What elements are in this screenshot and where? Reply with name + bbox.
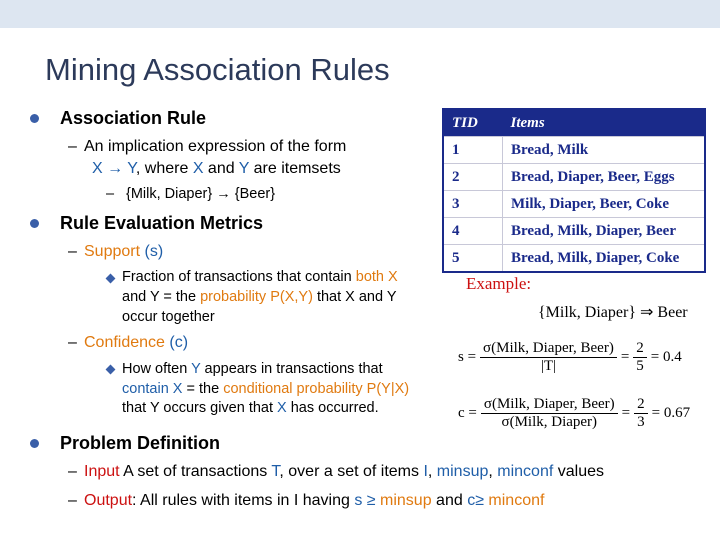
impl-line-2: X → Y, where X and Y are itemsets [92, 160, 341, 177]
tid-cell: 4 [443, 218, 503, 245]
tid-cell: 5 [443, 245, 503, 273]
support-result: = 0.4 [650, 349, 682, 365]
tid-cell: 2 [443, 164, 503, 191]
diamond-bullet-icon [106, 274, 116, 284]
support-desc-3: occur together [122, 309, 215, 325]
conf-desc-3: that Y occurs given that X has occurred. [122, 400, 379, 416]
table-row [443, 245, 705, 273]
conf-desc-2: contain X = the conditional probability P(Y|X) [122, 381, 410, 397]
top-banner [0, 0, 720, 28]
confidence-numerator: σ(Milk, Diaper, Beer) [481, 396, 618, 414]
confidence-lhs: c = [458, 405, 477, 421]
support-frac-num: 2 [633, 340, 647, 358]
confidence-frac-den: 3 [637, 414, 645, 430]
support-numerator: σ(Milk, Diaper, Beer) [480, 340, 617, 358]
impl-line-1: – An implication expression of the form [68, 138, 347, 155]
table-row [443, 191, 705, 218]
example-rule: {Milk, Diaper} ⇒ Beer [538, 304, 688, 321]
support-frac-den: 5 [636, 358, 644, 374]
example-rule-text: – {Milk, Diaper} → {Beer} [106, 186, 276, 202]
table-row [443, 218, 705, 245]
table-header-row [443, 109, 705, 137]
tid-header: TID [443, 109, 503, 137]
support-eq: = [620, 349, 630, 365]
conf-desc-1: How often Y appears in transactions that [122, 361, 383, 377]
table-row [443, 137, 705, 164]
example-label: Example: [466, 274, 532, 293]
problem-output: – Output: All rules with items in I having s ≥ minsup and c≥ minconf [68, 492, 545, 509]
items-cell: Bread, Milk, Diaper, Beer [503, 218, 706, 245]
support-denominator: |T| [540, 358, 557, 374]
bullet-icon [30, 219, 39, 228]
diamond-bullet-icon [106, 365, 116, 375]
support-desc-2: and Y = the probability P(X,Y) that X and Y [122, 289, 397, 305]
support-lhs: s = [458, 349, 477, 365]
items-cell: Bread, Milk [503, 137, 706, 164]
confidence-frac-num: 2 [634, 396, 648, 414]
slide-title: Mining Association Rules [45, 52, 390, 87]
transactions-table [442, 108, 706, 273]
items-cell: Milk, Diaper, Beer, Coke [503, 191, 706, 218]
confidence-result: = 0.67 [651, 405, 691, 421]
items-header: Items [503, 109, 706, 137]
support-label: – Support (s) [68, 243, 164, 260]
items-cell: Bread, Diaper, Beer, Eggs [503, 164, 706, 191]
assoc-rule-heading: Association Rule [60, 108, 207, 128]
bullet-icon [30, 439, 39, 448]
problem-input: – Input A set of transactions T, over a set of items I, minsup, minconf values [68, 463, 604, 480]
confidence-eq: = [621, 405, 631, 421]
confidence-formula [458, 396, 690, 431]
confidence-denominator: σ(Milk, Diaper) [501, 414, 598, 430]
bullet-icon [30, 114, 39, 123]
tid-cell: 3 [443, 191, 503, 218]
confidence-label: – Confidence (c) [68, 334, 189, 351]
tid-cell: 1 [443, 137, 503, 164]
items-cell: Bread, Milk, Diaper, Coke [503, 245, 706, 273]
support-formula [458, 340, 682, 375]
table-row [443, 164, 705, 191]
metrics-heading: Rule Evaluation Metrics [60, 213, 264, 233]
problem-heading: Problem Definition [60, 433, 221, 453]
support-desc-1: Fraction of transactions that contain both X [122, 269, 398, 285]
